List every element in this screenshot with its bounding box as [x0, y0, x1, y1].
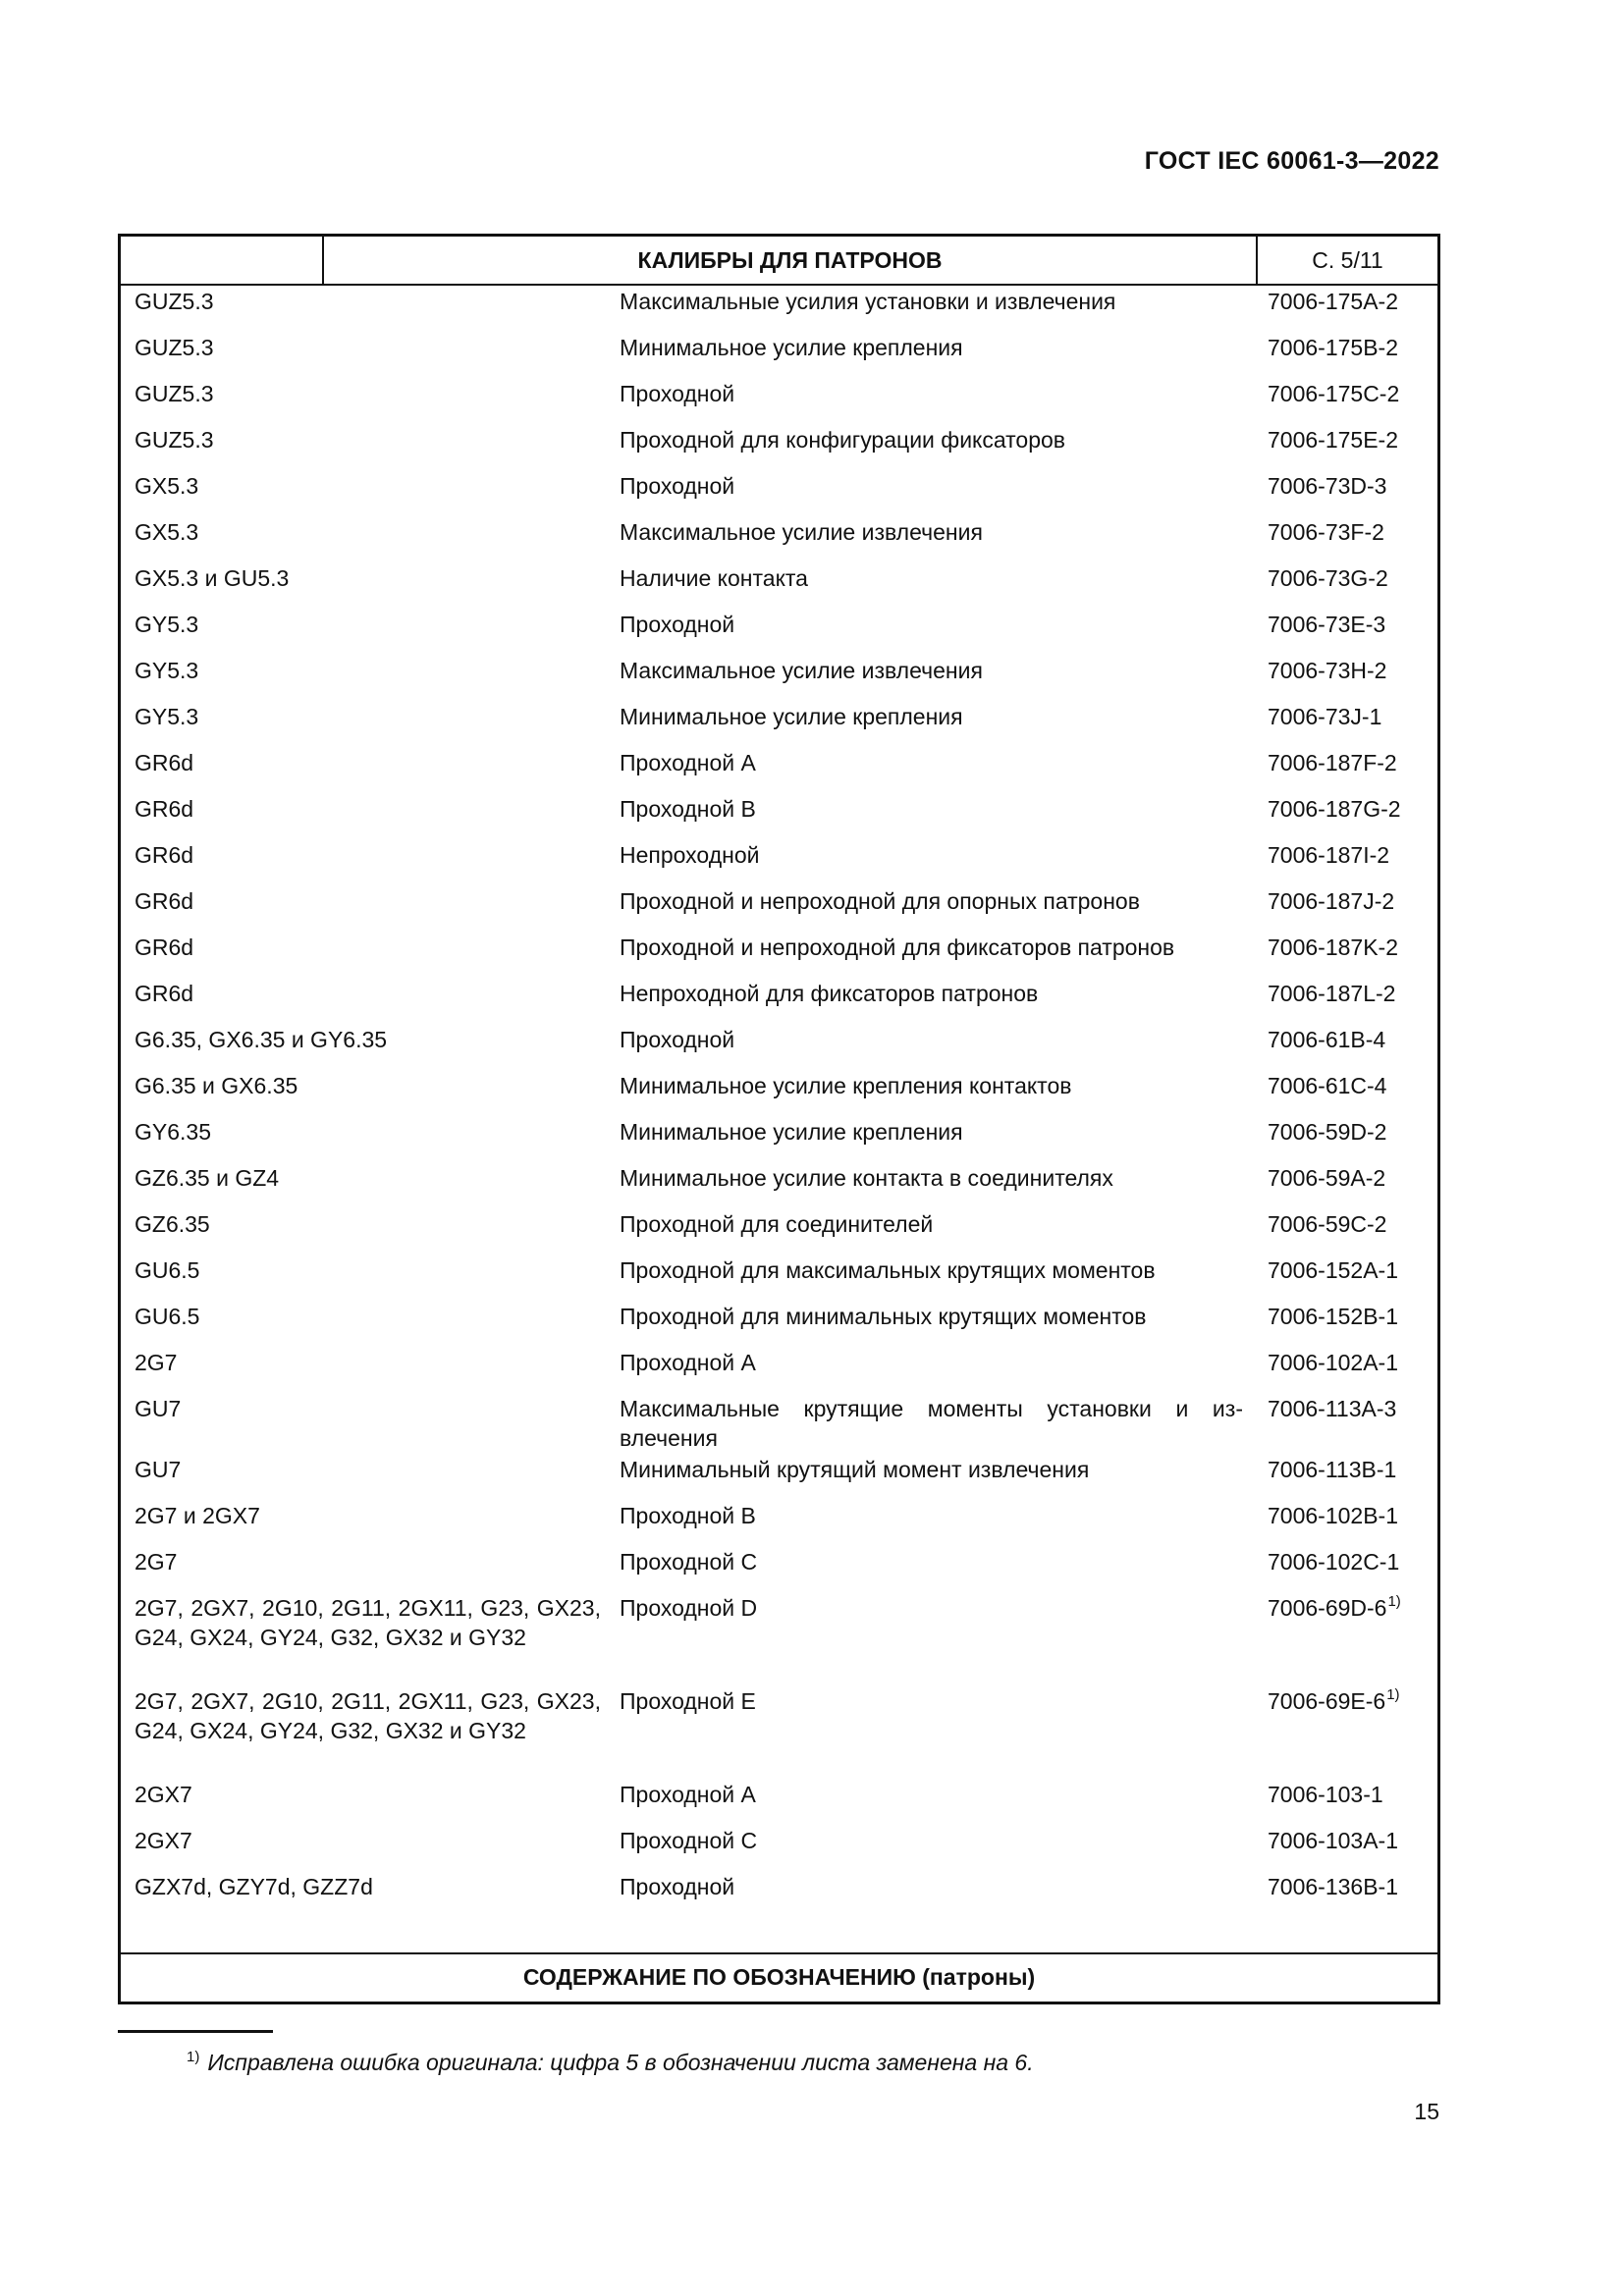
sheet-number-text: 7006-73E-3 — [1268, 612, 1386, 637]
cap-designation: GY6.35 — [135, 1119, 211, 1145]
gauge-description: Проходной — [620, 473, 735, 499]
footnote — [187, 2050, 1034, 2076]
sheet-number-text: 7006-187J-2 — [1268, 888, 1395, 914]
footnote-separator — [118, 2030, 273, 2033]
sheet-number-text: 7006-187K-2 — [1268, 934, 1398, 960]
cap-designation: GUZ5.3 — [135, 335, 214, 360]
cap-designation: GY5.3 — [135, 704, 199, 729]
gauge-description: Проходной для конфигурации фиксаторов — [620, 427, 1066, 453]
table-row — [121, 748, 1437, 794]
sheet-number — [1255, 702, 1437, 748]
gauge-description: Проходной А — [620, 1350, 756, 1375]
sheet-number-text: 7006-73G-2 — [1268, 565, 1388, 591]
footnote-mark: 1) — [187, 2049, 200, 2065]
sheet-number-text: 7006-61B-4 — [1268, 1027, 1386, 1052]
sheet-number — [1255, 1826, 1437, 1872]
sheet-number-text: 7006-152A-1 — [1268, 1257, 1398, 1283]
cap-designation: GUZ5.3 — [135, 289, 214, 314]
sheet-number — [1255, 1593, 1437, 1686]
table-row — [121, 1455, 1437, 1501]
gauge-description: Максимальные усилия установки и извлечения — [620, 289, 1116, 314]
cap-designation: 2GX7 — [135, 1828, 192, 1853]
table-row — [121, 1348, 1437, 1394]
cap-designation: 2G7, 2GX7, 2G10, 2G11, 2GX11, G23, GX23, G24, GX24, GY24, G32, GX32 и GY32 — [135, 1688, 601, 1743]
table-row — [121, 610, 1437, 656]
sheet-number — [1255, 1455, 1437, 1501]
cap-designation: GX5.3 — [135, 519, 199, 545]
table-row — [121, 1501, 1437, 1547]
gauge-description: Проходной — [620, 381, 735, 406]
sheet-number-text: 7006-61C-4 — [1268, 1073, 1387, 1098]
gauge-description: Проходной и непроходной для опорных патронов — [620, 888, 1140, 914]
sheet-number — [1255, 610, 1437, 656]
sheet-number-text: 7006-59A-2 — [1268, 1165, 1386, 1191]
gauge-description: Максимальное усилие извлечения — [620, 658, 983, 683]
sheet-number — [1255, 1872, 1437, 1918]
document-code: ГОСТ IEC 60061-3—2022 — [1144, 147, 1439, 175]
sheet-number-text: 7006-59C-2 — [1268, 1211, 1387, 1237]
sheet-number — [1255, 886, 1437, 933]
cap-designation: GR6d — [135, 888, 194, 914]
gauge-description: Проходной С — [620, 1549, 758, 1575]
sheet-number — [1255, 840, 1437, 886]
gauge-description: Наличие контакта — [620, 565, 808, 591]
cap-designation: GR6d — [135, 796, 194, 822]
sheet-number — [1255, 748, 1437, 794]
table-row — [121, 1872, 1437, 1918]
table-row — [121, 517, 1437, 563]
table-row — [121, 1547, 1437, 1593]
cap-designation: GR6d — [135, 981, 194, 1006]
table-row — [121, 886, 1437, 933]
sheet-number — [1255, 1163, 1437, 1209]
sheet-number — [1255, 1025, 1437, 1071]
table-row — [121, 979, 1437, 1025]
table-header — [121, 237, 1437, 286]
gauge-description: Минимальный крутящий момент извлечения — [620, 1457, 1090, 1482]
cap-designation: GZ6.35 — [135, 1211, 210, 1237]
table-row — [121, 1025, 1437, 1071]
cap-designation: 2GX7 — [135, 1782, 192, 1807]
table-row — [121, 1826, 1437, 1872]
cap-designation: GR6d — [135, 934, 194, 960]
cap-designation: 2G7, 2GX7, 2G10, 2G11, 2GX11, G23, GX23, G24, GX24, GY24, G32, GX32 и GY32 — [135, 1595, 601, 1650]
gauge-description: Проходной — [620, 612, 735, 637]
table-row — [121, 1593, 1437, 1686]
sheet-number-text: 7006-175B-2 — [1268, 335, 1398, 360]
table-row — [121, 1163, 1437, 1209]
sheet-number — [1255, 471, 1437, 517]
gauge-description: Проходной Е — [620, 1688, 756, 1714]
table-row — [121, 1255, 1437, 1302]
sheet-number-text: 7006-175C-2 — [1268, 381, 1400, 406]
sheet-number-text: 7006-113B-1 — [1268, 1457, 1397, 1482]
sheet-number — [1255, 1501, 1437, 1547]
sheet-number — [1255, 1394, 1437, 1455]
gauge-description: Проходной для максимальных крутящих моментов — [620, 1257, 1156, 1283]
cap-designation: GUZ5.3 — [135, 427, 214, 453]
sheet-number-text: 7006-59D-2 — [1268, 1119, 1387, 1145]
gauge-description: Проходной и непроходной для фиксаторов патронов — [620, 934, 1175, 960]
sheet-number — [1255, 287, 1437, 333]
table-row — [121, 1302, 1437, 1348]
cap-designation: GR6d — [135, 750, 194, 775]
gauge-description: Проходной для соединителей — [620, 1211, 934, 1237]
sheet-number-text: 7006-175E-2 — [1268, 427, 1398, 453]
gauge-description: Минимальное усилие крепления — [620, 1119, 963, 1145]
cap-designation: GX5.3 и GU5.3 — [135, 565, 290, 591]
sheet-number — [1255, 379, 1437, 425]
sheet-number-text: 7006-152B-1 — [1268, 1304, 1398, 1329]
table-row — [121, 840, 1437, 886]
gauge-description: Минимальное усилие крепления — [620, 704, 963, 729]
sheet-number — [1255, 933, 1437, 979]
gauge-description: Проходной для минимальных крутящих моментов — [620, 1304, 1147, 1329]
footnote-ref: 1) — [1386, 1686, 1400, 1703]
gauge-description: Проходной В — [620, 796, 756, 822]
footnote-text: Исправлена ошибка оригинала: цифра 5 в обозначении листа заменена на 6. — [207, 2050, 1034, 2075]
cap-designation: GU7 — [135, 1457, 182, 1482]
gauge-description: Проходной D — [620, 1595, 758, 1621]
cap-designation: GUZ5.3 — [135, 381, 214, 406]
table-row — [121, 1780, 1437, 1826]
gauge-description: Минимальное усилие крепления контактов — [620, 1073, 1072, 1098]
sheet-number — [1255, 794, 1437, 840]
cap-designation: G6.35, GX6.35 и GY6.35 — [135, 1027, 388, 1052]
table-row — [121, 563, 1437, 610]
sheet-number — [1255, 333, 1437, 379]
sheet-number-text: 7006-187F-2 — [1268, 750, 1397, 775]
table-title: КАЛИБРЫ ДЛЯ ПАТРОНОВ — [637, 247, 943, 273]
cap-designation: GU6.5 — [135, 1257, 200, 1283]
page-number: 15 — [1414, 2099, 1439, 2124]
table-row — [121, 471, 1437, 517]
table-sheet-number: С. 5/11 — [1312, 247, 1383, 273]
table-row — [121, 656, 1437, 702]
sheet-number — [1255, 1686, 1437, 1780]
sheet-number-text: 7006-73F-2 — [1268, 519, 1384, 545]
gauge-description: Минимальное усилие контакта в соединителях — [620, 1165, 1113, 1191]
sheet-number-text: 7006-73H-2 — [1268, 658, 1387, 683]
sheet-number-text: 7006-103A-1 — [1268, 1828, 1398, 1853]
cap-designation: GY5.3 — [135, 658, 199, 683]
table-row — [121, 287, 1437, 333]
sheet-number-text: 7006-187L-2 — [1268, 981, 1396, 1006]
sheet-number-text: 7006-113A-3 — [1268, 1396, 1397, 1421]
table-row — [121, 379, 1437, 425]
cap-designation: 2G7 и 2GX7 — [135, 1503, 260, 1528]
sheet-number-text: 7006-73D-3 — [1268, 473, 1387, 499]
table-row — [121, 1071, 1437, 1117]
table-row — [121, 333, 1437, 379]
sheet-number — [1255, 1071, 1437, 1117]
cap-designation: GU6.5 — [135, 1304, 200, 1329]
sheet-number-text: 7006-187I-2 — [1268, 842, 1390, 868]
table-row — [121, 1394, 1437, 1455]
sheet-number-text: 7006-136B-1 — [1268, 1874, 1398, 1899]
sheet-number — [1255, 656, 1437, 702]
cap-designation: GR6d — [135, 842, 194, 868]
sheet-number-text: 7006-73J-1 — [1268, 704, 1382, 729]
sheet-number-text: 7006-175A-2 — [1268, 289, 1398, 314]
sheet-number-text: 7006-187G-2 — [1268, 796, 1401, 822]
sheet-number — [1255, 517, 1437, 563]
gauge-description: Максимальное усилие извлечения — [620, 519, 983, 545]
sheet-number — [1255, 425, 1437, 471]
table-row — [121, 425, 1437, 471]
gauge-description: Минимальное усилие крепления — [620, 335, 963, 360]
footnote-ref: 1) — [1387, 1593, 1401, 1610]
gauges-table — [118, 234, 1440, 2004]
sheet-number — [1255, 563, 1437, 610]
gauge-description: Проходной — [620, 1027, 735, 1052]
gauge-description: Проходной А — [620, 1782, 756, 1807]
table-body — [121, 287, 1437, 1918]
sheet-number-text: 7006-102A-1 — [1268, 1350, 1398, 1375]
cap-designation: GU7 — [135, 1396, 182, 1421]
table-row — [121, 933, 1437, 979]
sheet-number-text: 7006-103-1 — [1268, 1782, 1383, 1807]
cap-designation: GZX7d, GZY7d, GZZ7d — [135, 1874, 373, 1899]
cap-designation: G6.35 и GX6.35 — [135, 1073, 298, 1098]
table-row — [121, 794, 1437, 840]
sheet-number — [1255, 1780, 1437, 1826]
sheet-number-text: 7006-69E-6 — [1268, 1688, 1386, 1714]
cap-designation: 2G7 — [135, 1549, 178, 1575]
cap-designation: 2G7 — [135, 1350, 178, 1375]
sheet-number — [1255, 1255, 1437, 1302]
gauge-description: Проходной С — [620, 1828, 758, 1853]
sheet-number-text: 7006-102C-1 — [1268, 1549, 1400, 1575]
table-row — [121, 1209, 1437, 1255]
gauge-description: Проходной В — [620, 1503, 756, 1528]
sheet-number — [1255, 1117, 1437, 1163]
sheet-number — [1255, 1547, 1437, 1593]
sheet-number — [1255, 1209, 1437, 1255]
gauge-description: Проходной А — [620, 750, 756, 775]
table-row — [121, 1686, 1437, 1780]
sheet-number-text: 7006-69D-6 — [1268, 1595, 1387, 1621]
gauge-description: Максимальные крутящие моменты установки и из-влечения — [620, 1396, 1243, 1451]
sheet-number — [1255, 1302, 1437, 1348]
gauge-description: Непроходной для фиксаторов патронов — [620, 981, 1039, 1006]
sheet-number — [1255, 1348, 1437, 1394]
cap-designation: GY5.3 — [135, 612, 199, 637]
sheet-number-text: 7006-102B-1 — [1268, 1503, 1398, 1528]
table-row — [121, 1117, 1437, 1163]
cap-designation: GX5.3 — [135, 473, 199, 499]
table-footer: СОДЕРЖАНИЕ ПО ОБОЗНАЧЕНИЮ (патроны) — [121, 1952, 1437, 2002]
cap-designation: GZ6.35 и GZ4 — [135, 1165, 280, 1191]
gauge-description: Проходной — [620, 1874, 735, 1899]
gauge-description: Непроходной — [620, 842, 760, 868]
table-row — [121, 702, 1437, 748]
sheet-number — [1255, 979, 1437, 1025]
